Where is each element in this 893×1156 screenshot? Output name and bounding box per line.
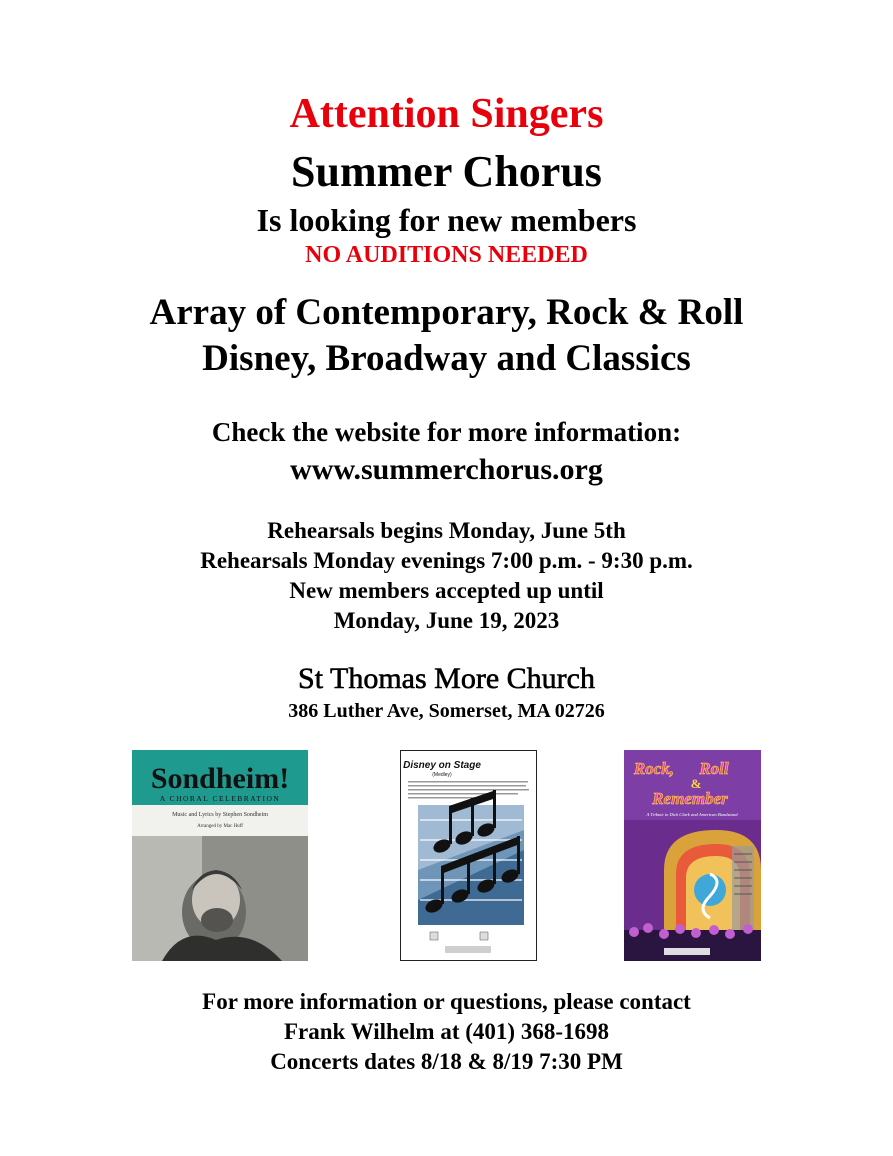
headline: Attention Singers — [289, 91, 604, 137]
no-auditions: NO AUDITIONS NEEDED — [305, 242, 588, 268]
sondheim-cover — [132, 750, 308, 961]
rock-tagline: A Tribute to Dick Clark and American Bandstand — [646, 812, 738, 817]
disney-subtitle: (Medley) — [432, 772, 452, 778]
rock-title-2: Roll — [699, 759, 729, 778]
venue-name: St Thomas More Church — [298, 662, 595, 695]
schedule-line-3: New members accepted up until — [289, 578, 604, 603]
genres-line-1: Array of Contemporary, Rock & Roll — [149, 292, 744, 333]
website-url: www.summerchorus.org — [290, 453, 603, 486]
website-prompt: Check the website for more information: — [211, 417, 682, 447]
schedule-line-2: Rehearsals Monday evenings 7:00 p.m. - 9:30 p.m. — [200, 548, 693, 573]
rock-roll-remember-cover — [624, 750, 761, 961]
genres-line-2: Disney, Broadway and Classics — [202, 338, 691, 379]
concert-dates: Concerts dates 8/18 & 8/19 7:30 PM — [270, 1049, 623, 1074]
contact-line-1: For more information or questions, please contact — [202, 989, 691, 1014]
sondheim-photo — [132, 836, 308, 961]
disney-on-stage-cover — [400, 750, 537, 961]
chorus-name: Summer Chorus — [291, 147, 602, 196]
sondheim-title: Sondheim! — [150, 762, 290, 795]
rock-title-1: Rock, — [633, 759, 675, 778]
schedule-line-1: Rehearsals begins Monday, June 5th — [267, 518, 626, 543]
schedule-line-4: Monday, June 19, 2023 — [333, 608, 560, 633]
rock-title-3: Remember — [652, 789, 728, 808]
venue-address: 386 Luther Ave, Somerset, MA 02726 — [288, 700, 605, 722]
disney-title: Disney on Stage — [403, 760, 481, 771]
sondheim-credit: Music and Lyrics by Stephen Sondheim — [172, 812, 268, 818]
sondheim-arranger: Arranged by Mac Huff — [197, 824, 243, 829]
sondheim-subtitle: A CHORAL CELEBRATION — [159, 794, 281, 803]
looking-for-members: Is looking for new members — [256, 202, 637, 238]
rock-ampersand: & — [690, 776, 702, 791]
contact-line-2: Frank Wilhelm at (401) 368-1698 — [284, 1019, 609, 1044]
